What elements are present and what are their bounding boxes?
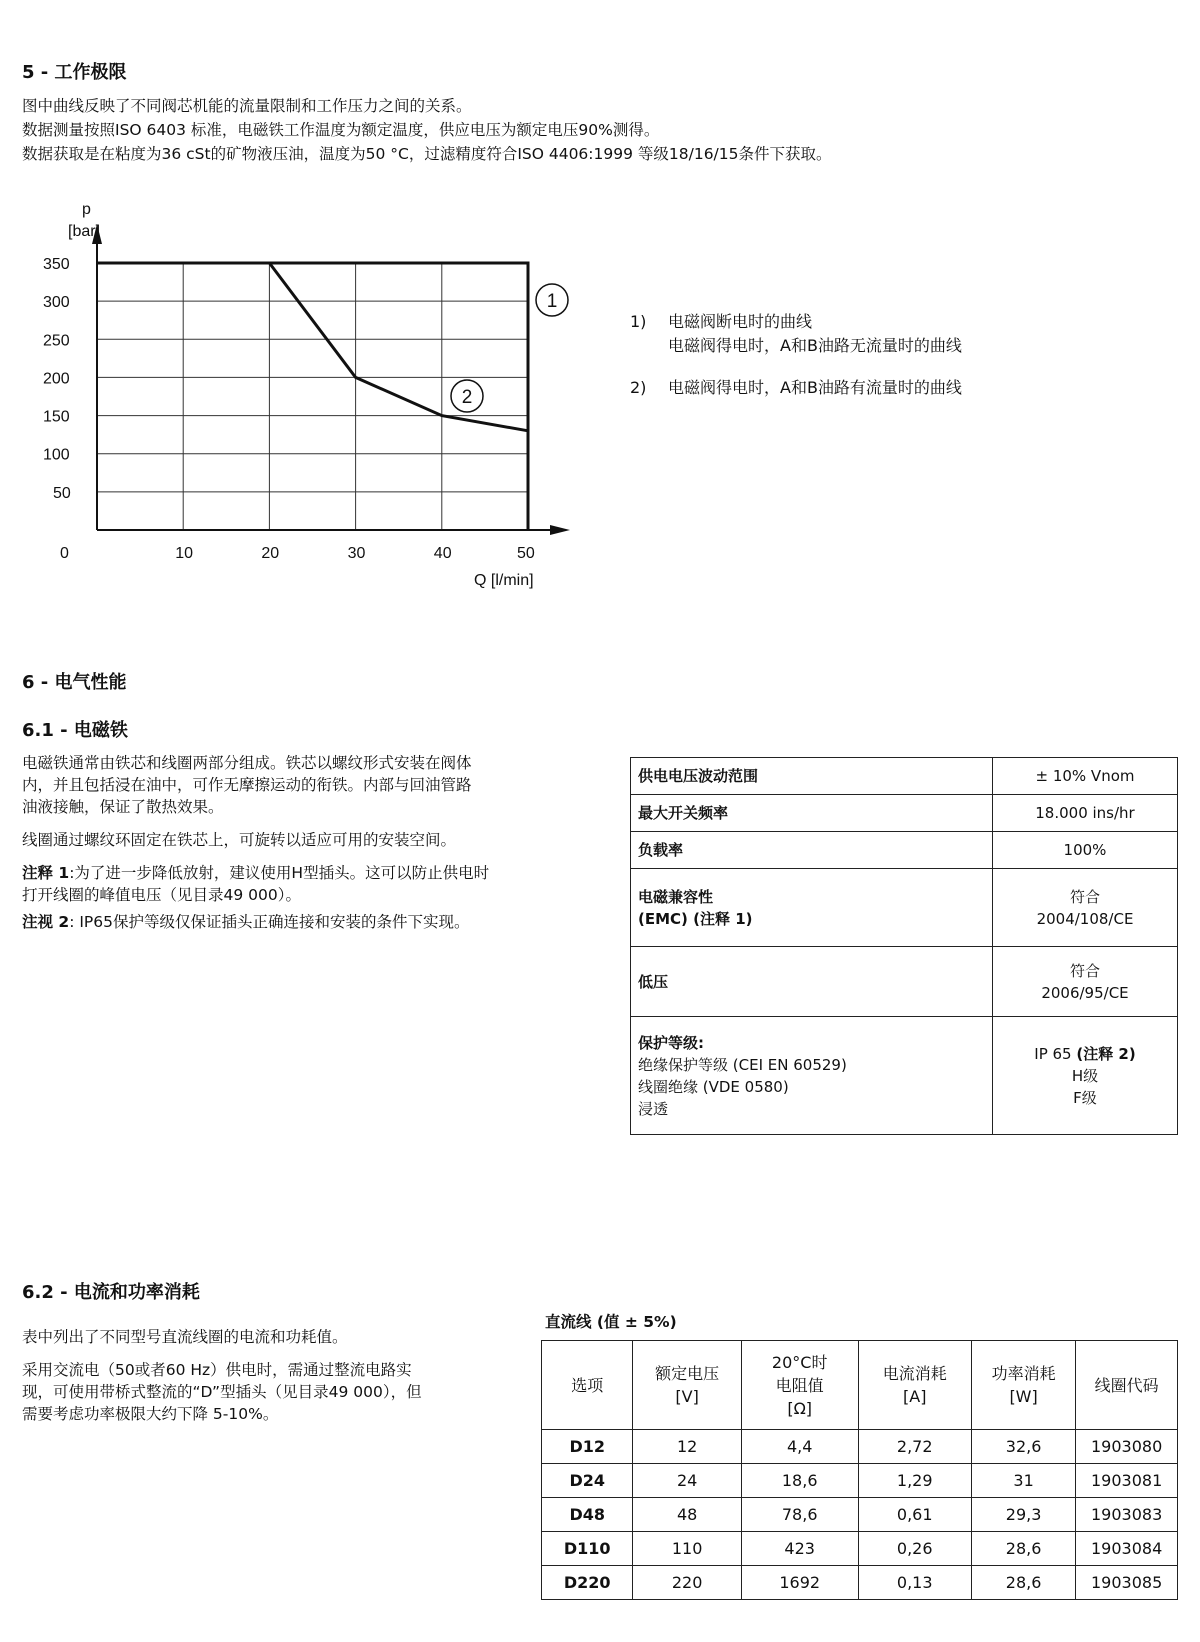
table-row [631, 758, 1178, 795]
table-row [631, 795, 1178, 832]
text-line: 线圈通过螺纹环固定在铁芯上，可旋转以适应可用的安装空间。 [22, 831, 457, 849]
note-2 [22, 911, 582, 933]
table-value: 18.000 ins/hr [993, 795, 1178, 832]
chart-axes [92, 224, 570, 535]
note-1 [22, 862, 582, 906]
series-2-line [269, 263, 528, 431]
y-tick-label: 250 [43, 332, 70, 350]
y-tick-label: 100 [43, 446, 70, 464]
value-cell: 4,4 [741, 1430, 858, 1464]
table-row [542, 1498, 1178, 1532]
value-cell: 28,6 [971, 1566, 1075, 1600]
table-value: (注释 2) [1076, 1044, 1136, 1063]
table-value: 符合 [1069, 887, 1100, 906]
table-row [542, 1430, 1178, 1464]
column-header-line: [W] [1009, 1387, 1038, 1406]
section6-1-title: 6.1 - 电磁铁 [22, 720, 128, 741]
text-line: :为了进一步降低放射，建议使用H型插头。这可以防止供电时 [69, 864, 490, 882]
x-tick-label: 50 [517, 545, 535, 562]
y-tick-label: 350 [43, 256, 70, 273]
column-header-line: [V] [675, 1387, 699, 1406]
table-value: 2006/95/CE [1041, 983, 1129, 1002]
text-line: 现，可使用带桥式整流的“D”型插头（见目录49 000），但 [22, 1383, 422, 1401]
legend-text: 电磁阀得电时，A和B油路有流量时的曲线 [668, 378, 962, 397]
option-cell: D110 [542, 1532, 633, 1566]
column-header-line: 选项 [571, 1375, 604, 1395]
value-cell: 1903085 [1076, 1566, 1178, 1600]
series-2-marker [451, 380, 483, 412]
table-value: 符合 [1069, 961, 1100, 980]
y-tick-label: 200 [43, 370, 70, 388]
value-cell: 78,6 [741, 1498, 858, 1532]
value-cell: 0,61 [858, 1498, 971, 1532]
x-tick-label: 0 [60, 545, 69, 562]
pressure-flow-chart [30, 200, 590, 630]
section6-2-title: 6.2 - 电流和功率消耗 [22, 1282, 200, 1303]
marker-label: 1 [546, 291, 558, 312]
legend-item-1 [630, 310, 962, 334]
legend-text: 电磁阀得电时，A和B油路无流量时的曲线 [668, 336, 962, 355]
value-cell: 32,6 [971, 1430, 1075, 1464]
column-header-line: [A] [903, 1387, 927, 1406]
paragraph [22, 1359, 522, 1425]
text-line: 表中列出了不同型号直流线圈的电流和功耗值。 [22, 1328, 348, 1346]
section6-title: 6 - 电气性能 [22, 672, 127, 693]
column-header-line: 电阻值 [775, 1375, 824, 1395]
value-cell: 0,13 [858, 1566, 971, 1600]
text-line: 需要考虑功率极限大约下降 5-10%。 [22, 1405, 279, 1423]
table-value: H级 [1071, 1066, 1099, 1085]
paragraph [22, 752, 582, 818]
x-tick-label: 40 [433, 545, 452, 562]
series-1-marker [536, 284, 568, 316]
table-row [542, 1532, 1178, 1566]
table-key: 线圈绝缘 (VDE 0580) [638, 1077, 789, 1096]
text-line: : IP65保护等级仅保证插头正确连接和安装的条件下实现。 [69, 913, 470, 931]
table-key: 浸透 [638, 1099, 669, 1118]
y-axis-label: p [82, 201, 91, 218]
column-header-line: 电流消耗 [882, 1364, 947, 1383]
table-row [631, 832, 1178, 869]
x-tick-label: 20 [261, 545, 280, 562]
value-cell: 1903081 [1076, 1464, 1178, 1498]
note-1-label: 注释 1 [22, 864, 70, 882]
value-cell: 12 [633, 1430, 741, 1464]
section5-line: 数据获取是在粘度为36 cSt的矿物液压油，温度为50 °C，过滤精度符合ISO 4406:1999 等级18/16/15条件下获取。 [22, 145, 832, 163]
table-row [631, 947, 1178, 1017]
y-axis-unit: [bar] [68, 223, 101, 240]
column-header-line: 功率消耗 [991, 1364, 1056, 1383]
dc-coil-table [541, 1340, 1178, 1600]
section5-text [22, 94, 832, 166]
option-cell: D48 [542, 1498, 633, 1532]
column-header [741, 1341, 858, 1430]
y-tick-label: 50 [53, 484, 71, 502]
text-line: 采用交流电（50或者60 Hz）供电时，需通过整流电路实 [22, 1361, 412, 1379]
value-cell: 2,72 [858, 1430, 971, 1464]
value-cell: 29,3 [971, 1498, 1075, 1532]
table-header-row [542, 1341, 1178, 1430]
table-key: (EMC) (注释 1) [638, 909, 753, 928]
value-cell: 0,26 [858, 1532, 971, 1566]
column-header [1076, 1341, 1178, 1430]
value-cell: 110 [633, 1532, 741, 1566]
legend-number: 1) [630, 312, 647, 331]
y-tick-label: 150 [43, 408, 70, 426]
table-value: IP 65 [1034, 1044, 1077, 1063]
x-axis-label: Q [l/min] [474, 572, 534, 589]
electrical-table [630, 757, 1178, 1135]
table-row [542, 1464, 1178, 1498]
table-row [631, 1017, 1178, 1135]
table-row [631, 869, 1178, 947]
table-value: F级 [1073, 1088, 1097, 1107]
y-tick-label: 300 [43, 294, 70, 312]
legend-number: 2) [630, 378, 647, 397]
dc-table-title: 直流线 (值 ± 5%) [545, 1313, 677, 1331]
column-header-line: 额定电压 [655, 1364, 720, 1383]
column-header [633, 1341, 741, 1430]
value-cell: 31 [971, 1464, 1075, 1498]
paragraph [22, 1326, 522, 1348]
table-key: 低压 [638, 972, 669, 991]
x-tick-label: 30 [347, 545, 366, 562]
section5-title: 5 - 工作极限 [22, 62, 127, 83]
table-key: 保护等级: [638, 1033, 704, 1052]
value-cell: 1,29 [858, 1464, 971, 1498]
table-key: 绝缘保护等级 (CEI EN 60529) [638, 1055, 847, 1074]
column-header-line: 线圈代码 [1094, 1375, 1159, 1395]
column-header [542, 1341, 633, 1430]
marker-label: 2 [461, 387, 473, 408]
legend-item-2 [630, 376, 962, 400]
value-cell: 48 [633, 1498, 741, 1532]
section5-line: 数据测量按照ISO 6403 标准，电磁铁工作温度为额定温度，供应电压为额定电压90%测得。 [22, 121, 660, 139]
text-line: 油液接触，保证了散热效果。 [22, 798, 224, 816]
value-cell: 1903080 [1076, 1430, 1178, 1464]
table-value: 100% [993, 832, 1178, 869]
value-cell: 28,6 [971, 1532, 1075, 1566]
table-key: 负载率 [638, 841, 684, 859]
x-tick-label: 10 [175, 545, 193, 562]
legend-text: 电磁阀断电时的曲线 [668, 312, 813, 331]
value-cell: 1903084 [1076, 1532, 1178, 1566]
value-cell: 24 [633, 1464, 741, 1498]
section6-1-text [22, 752, 582, 933]
table-key: 最大开关频率 [638, 804, 729, 822]
value-cell: 1692 [741, 1566, 858, 1600]
note-2-label: 注视 2 [22, 913, 70, 931]
column-header [858, 1341, 971, 1430]
text-line: 电磁铁通常由铁芯和线圈两部分组成。铁芯以螺纹形式安装在阀体 [22, 754, 472, 772]
option-cell: D220 [542, 1566, 633, 1600]
option-cell: D12 [542, 1430, 633, 1464]
option-cell: D24 [542, 1464, 633, 1498]
text-line: 内，并且包括浸在油中，可作无摩擦运动的衔铁。内部与回油管路 [22, 776, 472, 794]
value-cell: 1903083 [1076, 1498, 1178, 1532]
section5-line: 图中曲线反映了不同阀芯机能的流量限制和工作压力之间的关系。 [22, 97, 472, 115]
column-header [971, 1341, 1075, 1430]
value-cell: 220 [633, 1566, 741, 1600]
chart-legend [630, 310, 962, 400]
chart-series [97, 263, 568, 530]
column-header-line: 20°C时 [771, 1352, 828, 1372]
table-value: ± 10% Vnom [993, 758, 1178, 795]
table-key: 电磁兼容性 [638, 887, 714, 906]
value-cell: 423 [741, 1532, 858, 1566]
column-header-line: [Ω] [787, 1398, 813, 1418]
table-value: 2004/108/CE [1036, 909, 1134, 928]
section6-2-text [22, 1326, 522, 1425]
value-cell: 18,6 [741, 1464, 858, 1498]
x-axis-arrow-icon [550, 525, 570, 535]
paragraph [22, 829, 582, 851]
table-key: 供电电压波动范围 [638, 767, 759, 785]
text-line: 打开线圈的峰值电压（见目录49 000）。 [22, 886, 301, 904]
table-row [542, 1566, 1178, 1600]
